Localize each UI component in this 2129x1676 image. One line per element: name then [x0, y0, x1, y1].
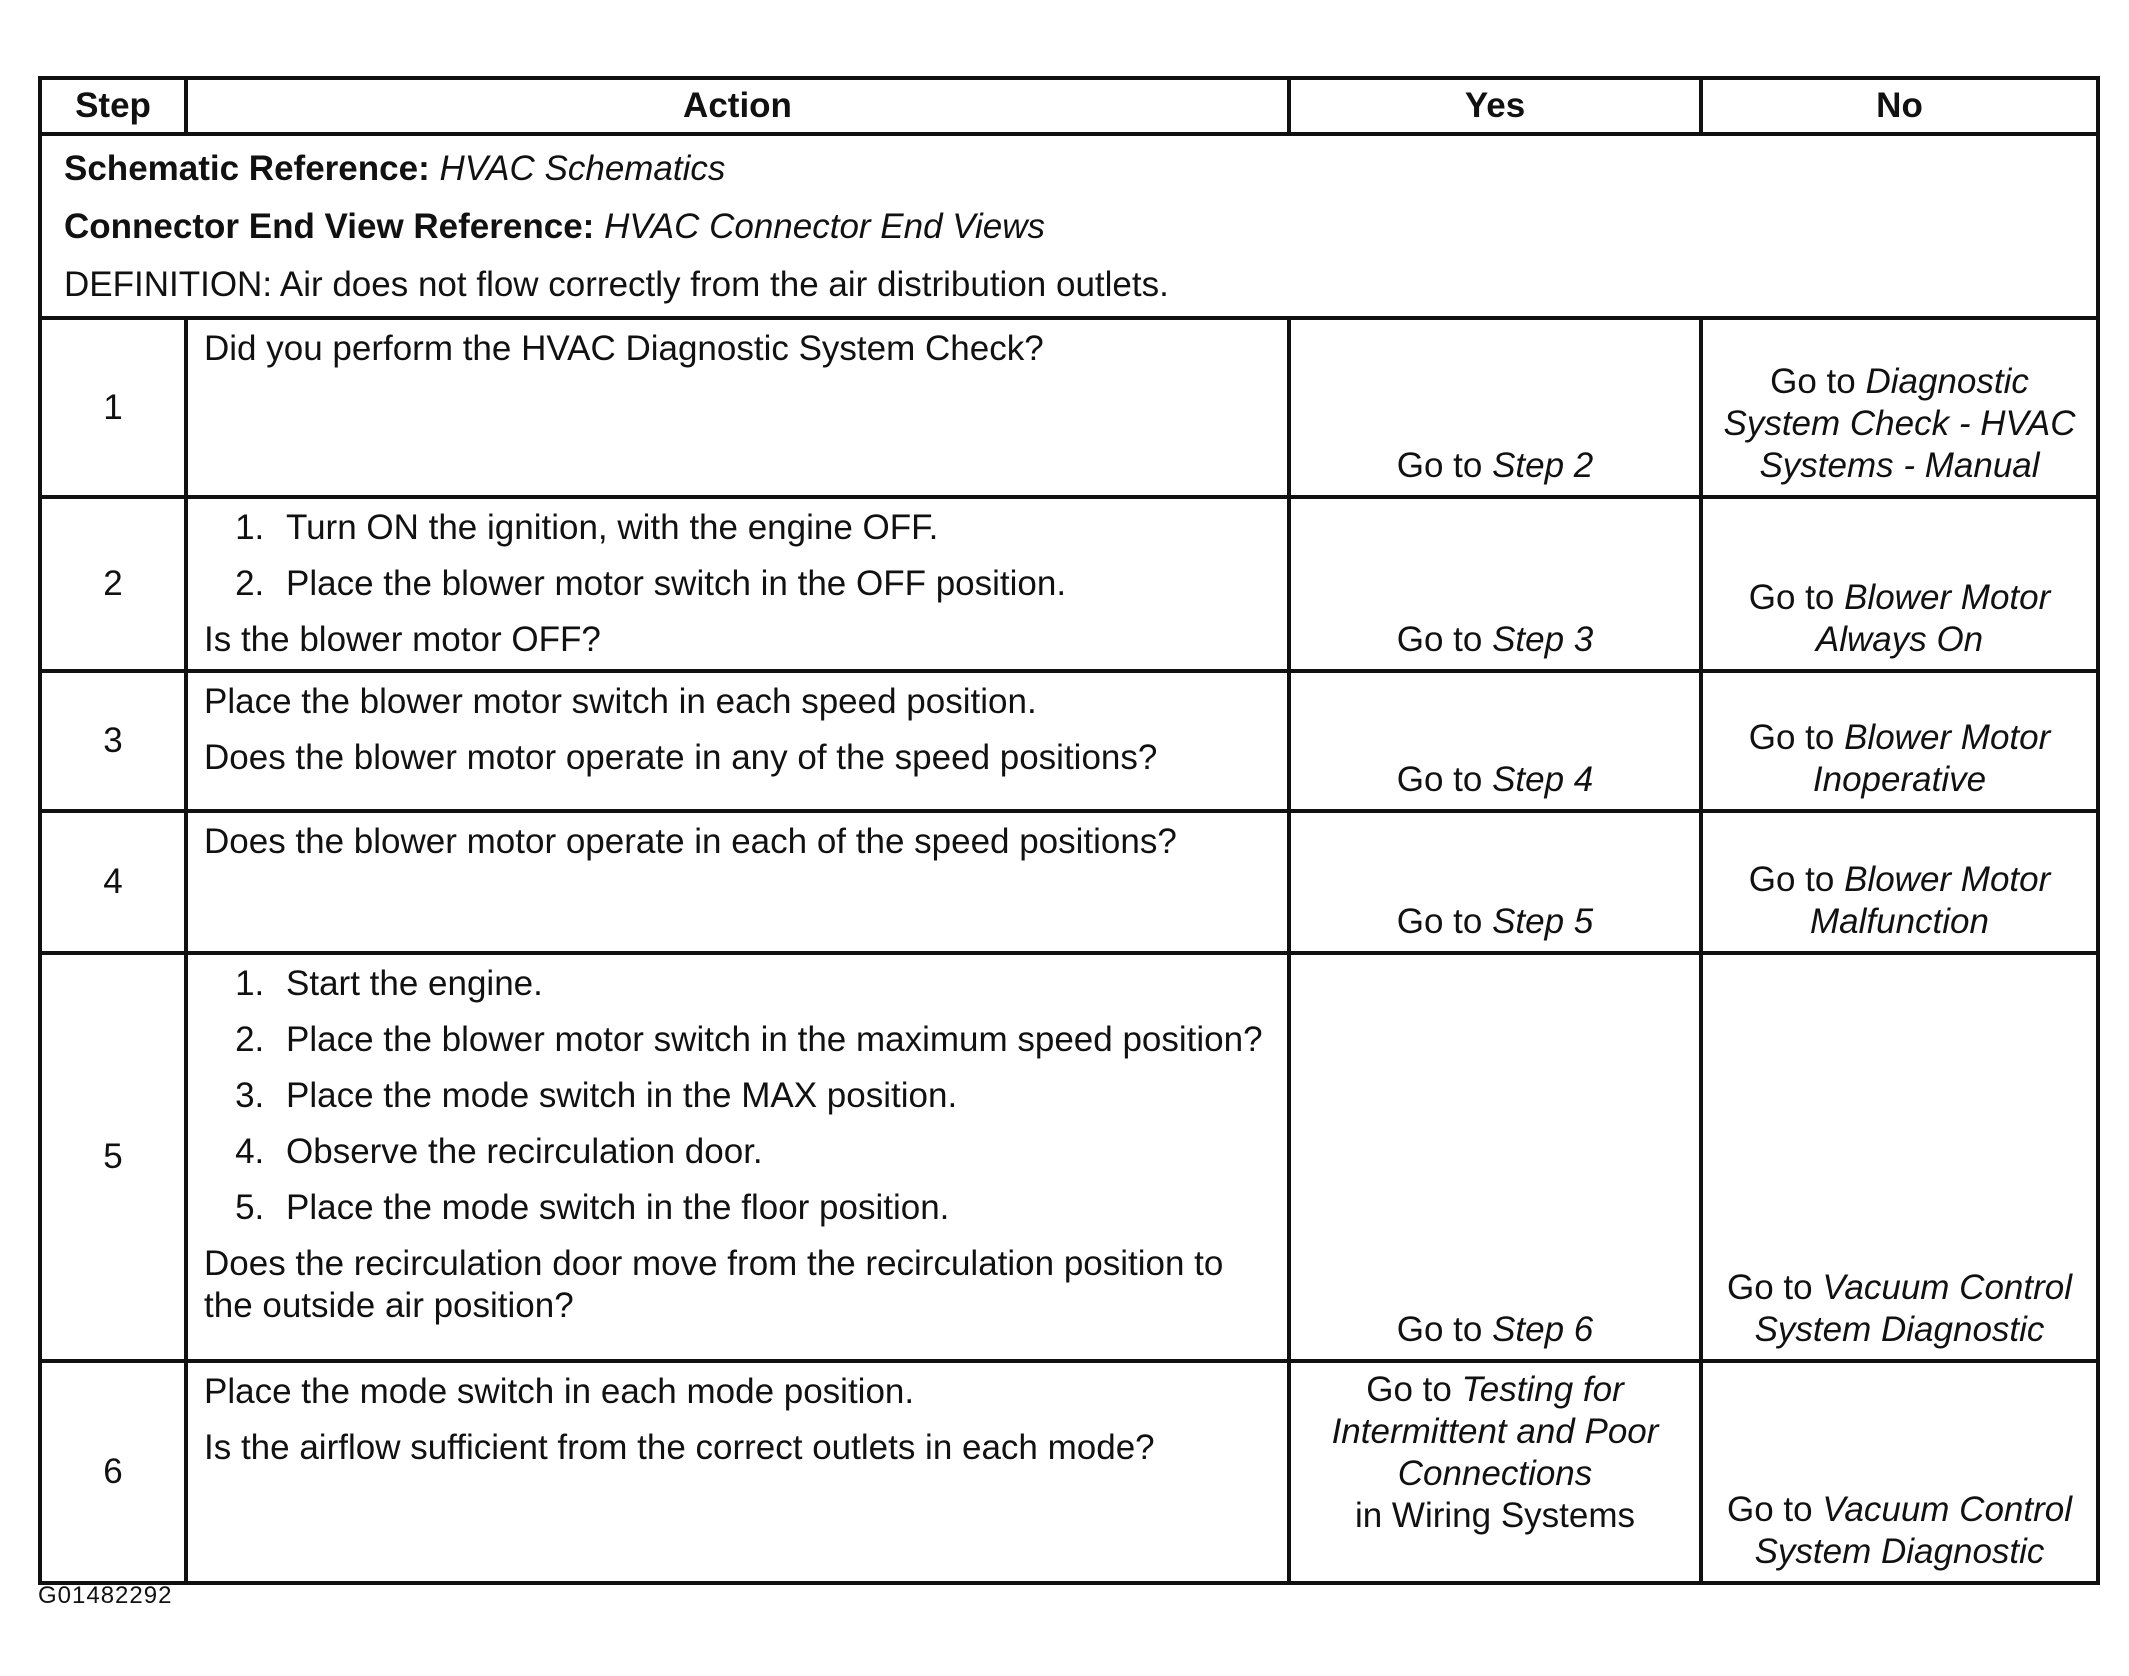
list-item: 2. Place the blower motor switch in the OFF position.: [274, 563, 1271, 605]
step-number: 5: [40, 953, 186, 1361]
definition-text: DEFINITION: Air does not flow correctly from the air distribution outlets.: [64, 265, 1169, 304]
yes-cell: [1289, 318, 1701, 497]
reference-cell: [40, 134, 2098, 318]
action-question: Does the blower motor operate in each of the speed positions?: [204, 822, 1177, 861]
no-goto-link[interactable]: Diagnostic System Check - HVAC Systems - Manual: [1723, 362, 2076, 485]
action-instruction: Place the mode switch in each mode position.: [204, 1372, 915, 1411]
action-cell: [186, 497, 1289, 671]
no-cell: [1701, 1361, 2098, 1583]
list-item: 5. Place the mode switch in the floor position.: [274, 1187, 1271, 1229]
header-row: [40, 78, 2098, 134]
no-goto-prefix: Go to: [1748, 578, 1835, 617]
no-goto-link[interactable]: Blower Motor Always On: [1815, 578, 2051, 659]
yes-cell: [1289, 671, 1701, 811]
no-goto-prefix: Go to: [1748, 718, 1835, 757]
action-question: Did you perform the HVAC Diagnostic System Check?: [204, 329, 1044, 368]
yes-goto-link[interactable]: Step 5: [1492, 902, 1594, 941]
step-number: 1: [40, 318, 186, 497]
header-no: No: [1701, 78, 2098, 134]
step-number: 2: [40, 497, 186, 671]
connector-reference: [64, 206, 2074, 248]
connector-reference-label: Connector End View Reference:: [64, 207, 595, 246]
step-number: 4: [40, 811, 186, 953]
figure-id: G01482292: [38, 1582, 173, 1609]
yes-goto-prefix: Go to: [1396, 760, 1483, 799]
list-item: 2. Place the blower motor switch in the maximum speed position?: [274, 1019, 1271, 1061]
no-goto-link[interactable]: Vacuum Control System Diagnostic: [1754, 1268, 2072, 1349]
no-goto-prefix: Go to: [1770, 362, 1856, 401]
list-item: 4. Observe the recirculation door.: [274, 1131, 1271, 1173]
action-instruction: Place the blower motor switch in each speed position.: [204, 682, 1037, 721]
table-row: [40, 1361, 2098, 1583]
yes-cell: [1289, 1361, 1701, 1583]
schematic-reference-link[interactable]: HVAC Schematics: [439, 149, 726, 188]
yes-goto-link[interactable]: Testing for Intermittent and Poor Connections: [1331, 1370, 1659, 1493]
list-item: 1. Turn ON the ignition, with the engine OFF.: [274, 507, 1271, 549]
table-row: [40, 811, 2098, 953]
step-number: 3: [40, 671, 186, 811]
no-cell: [1701, 953, 2098, 1361]
no-goto-prefix: Go to: [1727, 1490, 1813, 1529]
yes-cell: [1289, 953, 1701, 1361]
action-cell: [186, 953, 1289, 1361]
action-question: Does the recirculation door move from the recirculation position to the outside air position?: [204, 1244, 1224, 1325]
yes-cell: [1289, 497, 1701, 671]
action-steps-list: [204, 507, 1271, 605]
yes-goto-prefix: Go to: [1396, 620, 1483, 659]
no-goto-prefix: Go to: [1748, 860, 1835, 899]
yes-goto-prefix: Go to: [1366, 1370, 1452, 1409]
yes-goto-prefix: Go to: [1396, 1310, 1483, 1349]
no-goto-link[interactable]: Blower Motor Inoperative: [1812, 718, 2051, 799]
no-cell: [1701, 318, 2098, 497]
action-cell: [186, 811, 1289, 953]
yes-goto-suffix: in Wiring Systems: [1354, 1496, 1636, 1535]
no-goto-link[interactable]: Blower Motor Malfunction: [1810, 860, 2051, 941]
no-goto-prefix: Go to: [1727, 1268, 1813, 1307]
action-question: Does the blower motor operate in any of the speed positions?: [204, 738, 1158, 777]
action-cell: [186, 318, 1289, 497]
no-cell: [1701, 497, 2098, 671]
no-goto-link[interactable]: Vacuum Control System Diagnostic: [1754, 1490, 2072, 1571]
yes-goto-link[interactable]: Step 4: [1492, 760, 1594, 799]
action-steps-list: [204, 963, 1271, 1229]
table-row: [40, 318, 2098, 497]
schematic-reference-label: Schematic Reference:: [64, 149, 430, 188]
step-number: 6: [40, 1361, 186, 1583]
yes-goto-prefix: Go to: [1396, 902, 1483, 941]
action-cell: [186, 1361, 1289, 1583]
yes-goto-link[interactable]: Step 3: [1492, 620, 1594, 659]
yes-goto-prefix: Go to: [1396, 446, 1483, 485]
header-step: Step: [40, 78, 186, 134]
connector-reference-link[interactable]: HVAC Connector End Views: [604, 207, 1046, 246]
list-item: 1. Start the engine.: [274, 963, 1271, 1005]
list-item: 3. Place the mode switch in the MAX position.: [274, 1075, 1271, 1117]
no-cell: [1701, 671, 2098, 811]
reference-row: [40, 134, 2098, 318]
yes-goto-link[interactable]: Step 2: [1492, 446, 1594, 485]
yes-goto-link[interactable]: Step 6: [1492, 1310, 1594, 1349]
diagnostic-table: [38, 76, 2100, 1585]
no-cell: [1701, 811, 2098, 953]
schematic-reference: [64, 148, 2074, 190]
action-question: Is the blower motor OFF?: [204, 620, 601, 659]
header-yes: Yes: [1289, 78, 1701, 134]
action-question: Is the airflow sufficient from the correct outlets in each mode?: [204, 1428, 1155, 1467]
header-action: Action: [186, 78, 1289, 134]
table-row: [40, 497, 2098, 671]
table-row: [40, 953, 2098, 1361]
table-row: [40, 671, 2098, 811]
action-cell: [186, 671, 1289, 811]
yes-cell: [1289, 811, 1701, 953]
